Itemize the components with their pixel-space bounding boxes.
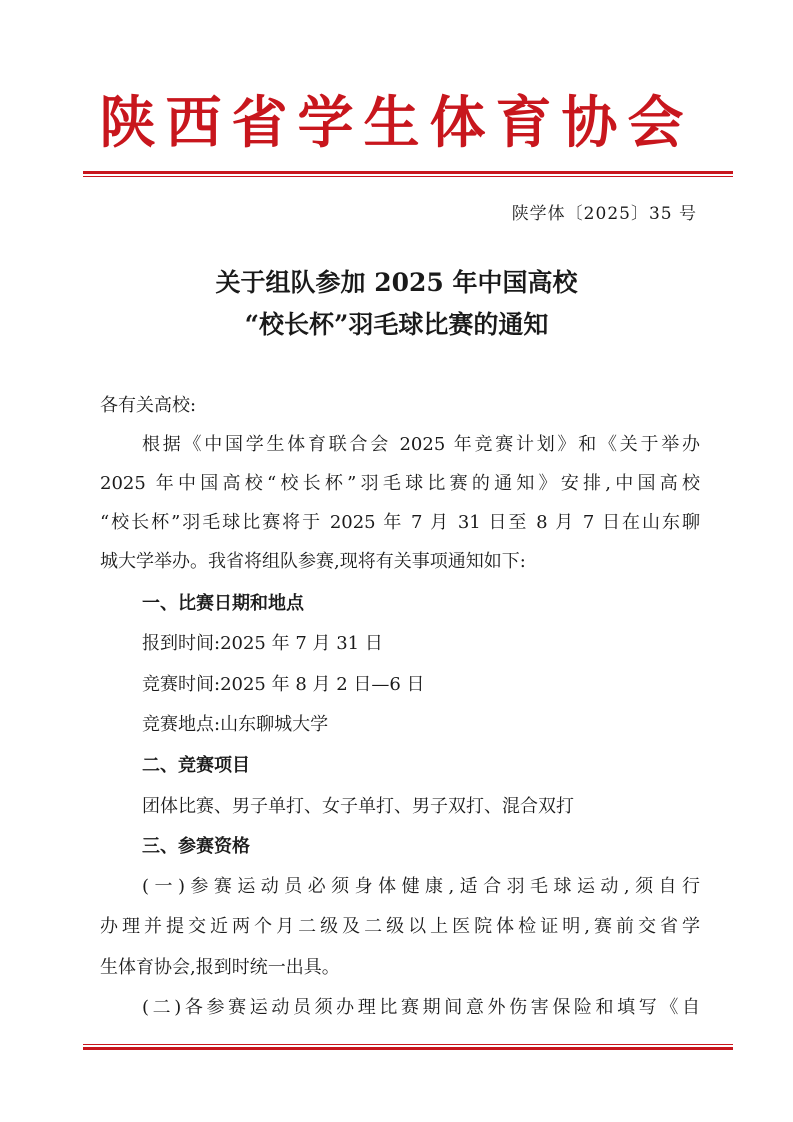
intro-line-1: 根据《中国学生体育联合会 2025 年竞赛计划》和《关于举办 [142, 434, 700, 455]
section-2-heading: 二、竞赛项目 [142, 755, 250, 776]
salutation: 各有关高校: [100, 395, 197, 416]
eligibility-para-2-line-1: (二)各参赛运动员须办理比赛期间意外伤害保险和填写《自 [142, 997, 700, 1018]
footer-divider [83, 1044, 733, 1050]
document-number: 陕学体〔2025〕35 号 [511, 204, 697, 224]
competition-venue: 竞赛地点:山东聊城大学 [142, 714, 329, 735]
event-list: 团体比赛、男子单打、女子单打、男子双打、混合双打 [142, 796, 574, 817]
header-divider [83, 171, 733, 177]
competition-date: 竞赛时间:2025 年 8 月 2 日—6 日 [142, 674, 425, 695]
eligibility-para-1-line-3: 生体育协会,报到时统一出具。 [100, 957, 340, 978]
document-title-line-1: 关于组队参加 2025 年中国高校 [215, 268, 578, 297]
intro-line-4: 城大学举办。我省将组队参赛,现将有关事项通知如下: [100, 551, 526, 572]
document-title-line-2: “校长杯”羽毛球比赛的通知 [244, 310, 549, 339]
organization-header: 陕西省学生体育协会 [99, 91, 694, 156]
section-3-heading: 三、参赛资格 [142, 836, 250, 857]
intro-line-2: 2025 年中国高校“校长杯”羽毛球比赛的通知》安排,中国高校 [100, 473, 700, 494]
eligibility-para-1-line-2: 办理并提交近两个月二级及二级以上医院体检证明,赛前交省学 [100, 916, 700, 937]
eligibility-para-1-line-1: (一)参赛运动员必须身体健康,适合羽毛球运动,须自行 [142, 876, 700, 897]
intro-line-3: “校长杯”羽毛球比赛将于 2025 年 7 月 31 日至 8 月 7 日在山东聊 [100, 512, 700, 533]
report-date: 报到时间:2025 年 7 月 31 日 [142, 633, 383, 654]
section-1-heading: 一、比赛日期和地点 [142, 593, 304, 614]
